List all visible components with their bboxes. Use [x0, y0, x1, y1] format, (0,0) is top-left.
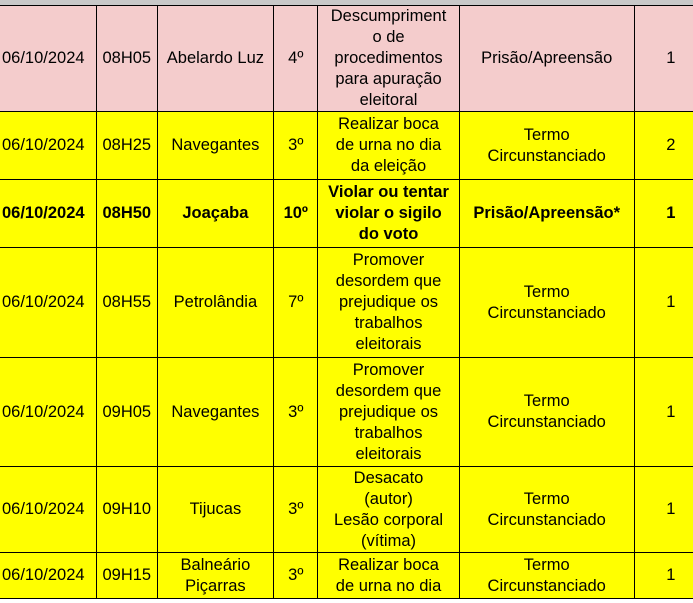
crime-cell-line: Lesão corporal	[333, 510, 444, 529]
city-cell[interactable]	[157, 358, 273, 467]
crime-cell-line: Promover	[352, 251, 425, 269]
measure-cell-line: Termo	[523, 282, 570, 301]
time-cell[interactable]: 09H05	[96, 358, 157, 467]
crime-cell[interactable]	[318, 112, 459, 180]
measure-cell-line: Circunstanciado	[487, 413, 606, 431]
table-row	[0, 467, 693, 553]
crime-cell-line: eleitorais	[355, 444, 422, 463]
measure-cell-line: Termo	[523, 489, 570, 508]
crime-cell-line: Desacato	[353, 468, 424, 487]
crime-cell-line: da eleição	[350, 157, 427, 175]
table-row	[0, 248, 693, 358]
crime-cell-line: Promover	[352, 360, 425, 379]
city-cell-line: Balneário	[180, 555, 251, 574]
city-cell-line: Joaçaba	[182, 204, 249, 222]
crime-cell[interactable]	[318, 553, 459, 599]
crime-cell-line: eleitoral	[359, 91, 418, 109]
crime-cell-line: prejudique os	[338, 293, 439, 311]
city-cell[interactable]	[157, 180, 273, 248]
measure-cell[interactable]	[459, 248, 634, 358]
table-row	[0, 112, 693, 180]
crime-cell[interactable]	[318, 248, 459, 358]
measure-cell-line: Termo	[523, 555, 570, 574]
date-cell[interactable]: 06/10/2024	[0, 112, 96, 180]
crime-cell-line: trabalhos	[354, 314, 423, 332]
section-cell[interactable]: 3º	[274, 112, 318, 180]
crime-cell-line: desordem que	[335, 272, 442, 290]
crime-cell-line: desordem que	[335, 381, 442, 400]
crime-cell-line: (autor)	[364, 489, 413, 508]
measure-cell[interactable]	[459, 358, 634, 467]
table-row	[0, 6, 693, 112]
crime-cell-line: de urna no dia	[335, 136, 442, 154]
city-cell-line: Navegantes	[171, 402, 260, 421]
crime-cell-line: Realizar boca	[338, 555, 439, 574]
city-cell[interactable]	[157, 467, 273, 553]
quantity-cell[interactable]: 1	[634, 180, 693, 248]
date-cell[interactable]: 06/10/2024	[0, 180, 96, 248]
city-cell-line: Piçarras	[185, 576, 246, 595]
quantity-cell[interactable]: 1	[634, 6, 693, 112]
city-cell-line: Abelardo Luz	[166, 49, 265, 67]
measure-cell-line: Termo	[523, 125, 570, 144]
quantity-cell[interactable]: 1	[634, 358, 693, 467]
table-row	[0, 180, 693, 248]
crime-cell-line: Violar ou tentar	[328, 183, 449, 201]
crime-cell-line: Descumpriment	[330, 7, 447, 25]
time-cell[interactable]: 08H55	[96, 248, 157, 358]
quantity-cell[interactable]: 1	[634, 248, 693, 358]
measure-cell-line: Termo	[523, 392, 570, 410]
crime-cell-line: violar o sigilo	[335, 204, 442, 222]
time-cell[interactable]: 08H05	[96, 6, 157, 112]
section-cell[interactable]: 7º	[274, 248, 318, 358]
city-cell[interactable]	[157, 553, 273, 599]
date-cell[interactable]: 06/10/2024	[0, 6, 96, 112]
quantity-cell[interactable]: 2	[634, 112, 693, 180]
measure-cell-line: Circunstanciado	[487, 303, 606, 322]
crime-cell-line: para apuração	[335, 70, 442, 88]
crime-cell-line: o de	[372, 28, 405, 46]
crime-cell-line: eleitorais	[355, 335, 422, 353]
crime-cell-line: do voto	[358, 225, 419, 243]
measure-cell[interactable]	[459, 180, 634, 248]
crime-cell-line: procedimentos	[334, 49, 443, 67]
quantity-cell[interactable]: 1	[634, 467, 693, 553]
occurrences-table	[0, 5, 693, 599]
measure-cell[interactable]	[459, 112, 634, 180]
city-cell-line: Navegantes	[171, 136, 260, 154]
time-cell[interactable]: 08H25	[96, 112, 157, 180]
table-row	[0, 358, 693, 467]
time-cell[interactable]: 09H10	[96, 467, 157, 553]
time-cell[interactable]: 08H50	[96, 180, 157, 248]
measure-cell-line: Circunstanciado	[487, 576, 606, 595]
crime-cell[interactable]	[318, 6, 459, 112]
measure-cell[interactable]	[459, 553, 634, 599]
section-cell[interactable]: 4º	[274, 6, 318, 112]
section-cell[interactable]: 3º	[274, 467, 318, 553]
crime-cell-line: (vítima)	[361, 531, 417, 550]
date-cell[interactable]: 06/10/2024	[0, 358, 96, 467]
crime-cell[interactable]	[318, 467, 459, 553]
city-cell-line: Tijucas	[189, 500, 242, 518]
measure-cell-line: Circunstanciado	[487, 146, 606, 165]
measure-cell-line: Circunstanciado	[487, 510, 606, 529]
section-cell[interactable]: 3º	[274, 553, 318, 599]
table-body	[0, 6, 693, 599]
date-cell[interactable]: 06/10/2024	[0, 248, 96, 358]
time-cell[interactable]: 09H15	[96, 553, 157, 599]
crime-cell[interactable]	[318, 358, 459, 467]
measure-cell[interactable]	[459, 467, 634, 553]
quantity-cell[interactable]: 1	[634, 553, 693, 599]
city-cell[interactable]	[157, 112, 273, 180]
measure-cell-line: Prisão/Apreensão	[481, 49, 613, 67]
date-cell[interactable]: 06/10/2024	[0, 467, 96, 553]
measure-cell-line: Prisão/Apreensão*	[473, 204, 621, 222]
city-cell[interactable]	[157, 248, 273, 358]
city-cell-line: Petrolândia	[173, 293, 258, 311]
crime-cell[interactable]	[318, 180, 459, 248]
city-cell[interactable]	[157, 6, 273, 112]
date-cell[interactable]: 06/10/2024	[0, 553, 96, 599]
measure-cell[interactable]	[459, 6, 634, 112]
crime-cell-line: de urna no dia	[335, 576, 442, 595]
crime-cell-line: trabalhos	[354, 423, 423, 442]
section-cell[interactable]: 3º	[274, 358, 318, 467]
crime-cell-line: Realizar boca	[338, 115, 439, 133]
section-cell[interactable]: 10º	[274, 180, 318, 248]
table-row	[0, 553, 693, 599]
crime-cell-line: prejudique os	[338, 402, 439, 421]
